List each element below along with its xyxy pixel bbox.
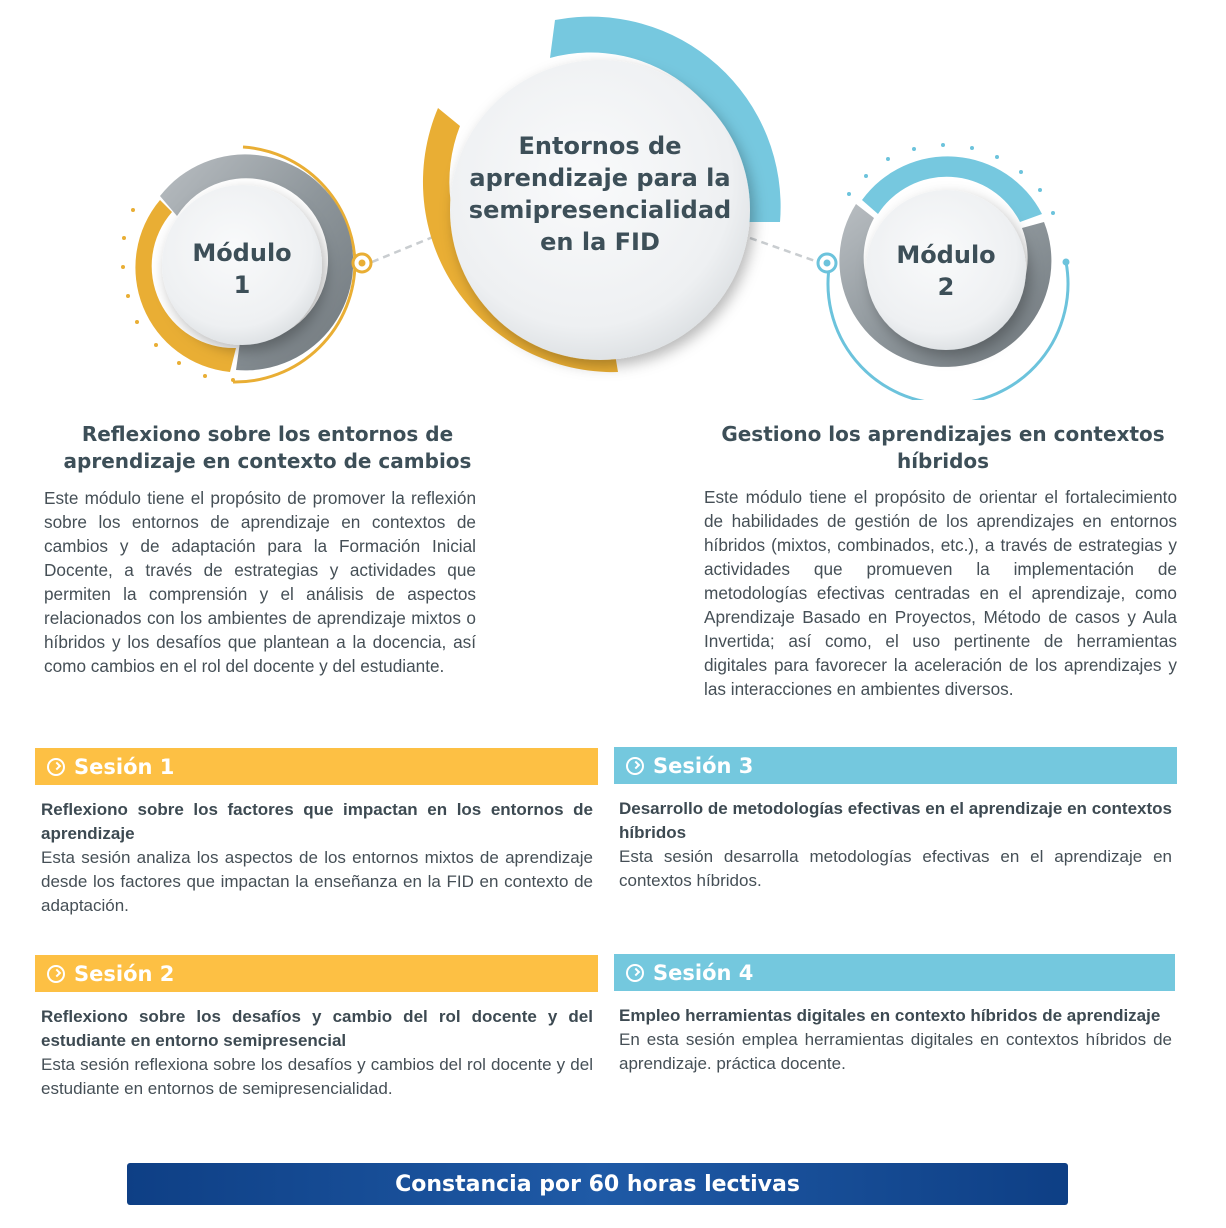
session3-description: Esta sesión desarrolla metodologías efectivas en el aprendizaje en contextos híbridos. xyxy=(619,847,1172,890)
certificate-label: Constancia por 60 horas lectivas xyxy=(395,1171,800,1197)
module2-circle-label: Módulo 2 xyxy=(896,241,996,301)
chevron-circle-right-icon xyxy=(47,965,65,983)
module1-title: Reflexiono sobre los entornos de aprendizaje en contexto de cambios xyxy=(63,422,472,473)
session2-label: Sesión 2 xyxy=(74,961,175,986)
chevron-circle-right-icon xyxy=(626,757,644,775)
session2-header xyxy=(35,955,598,992)
module1-circle-label: Módulo 1 xyxy=(192,239,292,299)
session1-label: Sesión 1 xyxy=(74,754,175,779)
session3-body xyxy=(619,797,1172,893)
center-title: Entornos de aprendizaje para la semipresencialidad en la FID xyxy=(468,132,732,256)
session1-title: Reflexiono sobre los factores que impactan en los entornos de aprendizaje xyxy=(41,800,593,843)
session4-body xyxy=(619,1004,1172,1076)
session1-header xyxy=(35,748,598,785)
session4-header xyxy=(614,954,1175,991)
connector-right xyxy=(750,238,818,262)
session4-title: Empleo herramientas digitales en contexto híbridos de aprendizaje xyxy=(619,1006,1161,1025)
session3-title: Desarrollo de metodologías efectivas en el aprendizaje en contextos híbridos xyxy=(619,799,1172,842)
session4-label: Sesión 4 xyxy=(653,960,754,985)
module2-description: Este módulo tiene el propósito de orientar el fortalecimiento de habilidades de gestión de los aprendizajes en entornos híbridos (mixtos, combinados, etc.), a través de estrategias y actividades que promueven la implementación de metodologías efectivas centradas en el aprendizaje, como Aprendizaje Basado en Proyectos, Método de casos y Aula Invertida; así como, el uso pertinente de herramientas digitales para favorecer la aceleración de los aprendizajes y las interacciones en ambientes diversos. xyxy=(704,487,1177,699)
chevron-circle-right-icon xyxy=(626,964,644,982)
module2-title: Gestiono los aprendizajes en contextos híbridos xyxy=(721,422,1165,473)
session2-description: Esta sesión reflexiona sobre los desafíos y cambios del rol docente y del estudiante en entornos de semipresencialidad. xyxy=(41,1055,593,1098)
session4-description: En esta sesión emplea herramientas digitales en contextos híbridos de aprendizaje. práctica docente. xyxy=(619,1030,1172,1073)
session1-description: Esta sesión analiza los aspectos de los entornos mixtos de aprendizaje desde los factores que impactan la enseñanza en la FID en contexto de adaptación. xyxy=(41,848,593,915)
certificate-banner xyxy=(127,1163,1068,1205)
session3-label: Sesión 3 xyxy=(653,753,754,778)
chevron-circle-right-icon xyxy=(47,758,65,776)
session2-body xyxy=(41,1005,593,1101)
session2-title: Reflexiono sobre los desafíos y cambio del rol docente y del estudiante en entorno semipresencial xyxy=(41,1007,593,1050)
module1-description: Este módulo tiene el propósito de promover la reflexión sobre los entornos de aprendizaje en contextos de cambios y de adaptación para la Formación Inicial Docente, a través de estrategias y actividades que permiten la comprensión y el análisis de aspectos relacionados con los ambientes de aprendizaje mixtos o híbridos y los desafíos que plantean a la docencia, así como cambios en el rol del docente y del estudiante. xyxy=(44,488,476,676)
session1-body xyxy=(41,798,593,918)
session3-header xyxy=(614,747,1177,784)
